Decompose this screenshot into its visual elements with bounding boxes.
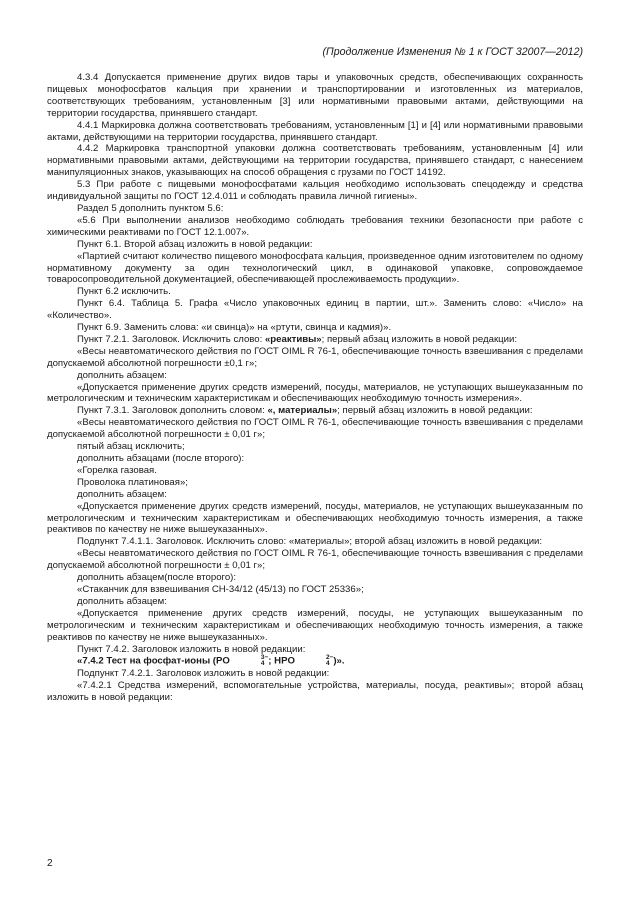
heading-7-4-2: «7.4.2 Тест на фосфат-ионы (PO 3− 4 ; HPO 2− 4 )». bbox=[77, 654, 345, 668]
instruction-6-2: Пункт 6.2 исключить. bbox=[77, 286, 171, 298]
paragraph-lot-definition: «Партией считают количество пищевого монофосфата кальция, произведенное одним изготовителем по одному нормативному документу за один технологический цикл, в одинаковой упаковке, сопровождаемое товаросопроводительной документацией, обеспечивающей прослеживаемость продукции». bbox=[47, 250, 583, 286]
page-number: 2 bbox=[47, 858, 53, 869]
instruction-6-4: Пункт 6.4. Таблица 5. Графа «Число упаковочных единиц в партии, шт.». Заменить слово: «Число» на «Количество». bbox=[47, 298, 583, 322]
instruction-7-4-1-1: Подпункт 7.4.1.1. Заголовок. Исключить слово: «материалы»; второй абзац изложить в новой редакции: bbox=[77, 536, 543, 548]
instruction-add-paragraph: дополнить абзацем: bbox=[77, 369, 167, 381]
paragraph-scales-0-01-b: «Весы неавтоматического действия по ГОСТ OIML R 76-1, обеспечивающие точность взвешивания с пределами допускаемой абсолютной погрешности ± 0,01 г»; bbox=[47, 548, 583, 572]
instruction-add-after-second: дополнить абзацем(после второго): bbox=[77, 572, 237, 584]
instruction-6-1: Пункт 6.1. Второй абзац изложить в новой редакции: bbox=[77, 238, 313, 250]
paragraph-4-4-2: 4.4.2 Маркировка транспортной упаковки должна соответствовать требованиям, установленным [4] или нормативными правовыми актами, действующими на территории государства, принявшего стандарт, с нанесением манипуляционных знаков, указывающих на способ обращения с грузами по ГОСТ 14192. bbox=[47, 143, 583, 179]
paragraph-platinum-wire: Проволока платиновая»; bbox=[77, 476, 188, 488]
paragraph-4-4-1: 4.4.1 Маркировка должна соответствовать требованиям, установленным [1] и [4] или нормативными правовыми актами, действующими на территории государства, принявшего стандарт. bbox=[47, 119, 583, 143]
running-header: (Продолжение Изменения № 1 к ГОСТ 32007—2012) bbox=[322, 46, 583, 58]
paragraph-allowed-instruments-2: «Допускается применение других средств измерений, посуды, материалов, не уступающих вышеуказанным по метрологическим и техническим характеристикам и обеспечивающих необходимую точность измерения, а также реактивов по качеству не ниже вышеуказанных». bbox=[47, 500, 583, 536]
document-body bbox=[47, 72, 583, 704]
paragraph-gas-burner: «Горелка газовая. bbox=[77, 464, 157, 476]
paragraph-scales-0-01-a: «Весы неавтоматического действия по ГОСТ OIML R 76-1, обеспечивающие точность взвешивания с пределами допускаемой абсолютной погрешности ± 0,01 г»; bbox=[47, 417, 583, 441]
instruction-7-3-1: Пункт 7.3.1. Заголовок дополнить словом: «, материалы»; первый абзац изложить в новой редакции: bbox=[77, 405, 533, 417]
paragraph-weighing-cup: «Стаканчик для взвешивания СН-34/12 (45/13) по ГОСТ 25336»; bbox=[77, 583, 364, 595]
paragraph-5-6: «5.6 При выполнении анализов необходимо соблюдать требования техники безопасности при работе с химическими реактивами по ГОСТ 12.1.007». bbox=[47, 214, 583, 238]
paragraph-7-4-2-1: «7.4.2.1 Средства измерений, вспомогательные устройства, материалы, посуда, реактивы»; второй абзац изложить в новой редакции: bbox=[47, 679, 583, 703]
paragraph-4-3-4: 4.3.4 Допускается применение других видов тары и упаковочных средств, обеспечивающих сохранность пищевых монофосфатов кальция при хранении и транспортировании и изготовленных из материалов, соответствующих требованиям, установленным [3] или нормативными правовыми актами, действующими на территории государства, принявшего стандарт. bbox=[47, 72, 583, 119]
paragraph-allowed-instruments-1: «Допускается применение других средств измерений, посуды, материалов, не уступающих вышеуказанным по метрологическим и техническим характеристикам и обеспечивающих необходимую точность измерения». bbox=[47, 381, 583, 405]
instruction-7-4-2-1: Подпункт 7.4.2.1. Заголовок изложить в новой редакции: bbox=[77, 667, 330, 679]
paragraph-5-3: 5.3 При работе с пищевыми монофосфатами кальция необходимо использовать спецодежду и средства индивидуальной защиты по ГОСТ 12.4.011 и соблюдать правила личной гигиены». bbox=[47, 179, 583, 203]
instruction-add-paragraph-3: дополнить абзацем: bbox=[77, 595, 167, 607]
paragraph-allowed-instruments-3: «Допускается применение других средств измерений, посуды, не уступающих вышеуказанным по метрологическим и техническим характеристикам и обеспечивающих необходимую точность измерения, а также реактивов по качеству не ниже вышеуказанных». bbox=[47, 607, 583, 643]
bold-word-materials: «, материалы» bbox=[267, 405, 338, 417]
paragraph-scales-0-1: «Весы неавтоматического действия по ГОСТ OIML R 76-1, обеспечивающие точность взвешивания с пределами допускаемой абсолютной погрешности ±0,1 г»; bbox=[47, 345, 583, 369]
po4-charge: 3− 4 bbox=[260, 654, 269, 668]
instruction-fifth-paragraph: пятый абзац исключить; bbox=[77, 441, 185, 453]
instruction-add-paragraphs: дополнить абзацами (после второго): bbox=[77, 453, 245, 464]
instruction-7-4-2: Пункт 7.4.2. Заголовок изложить в новой редакции: bbox=[77, 643, 306, 655]
instruction-section-5: Раздел 5 дополнить пунктом 5.6: bbox=[77, 202, 224, 214]
instruction-7-2-1: Пункт 7.2.1. Заголовок. Исключить слово: «реактивы»; первый абзац изложить в новой редакции: bbox=[77, 333, 518, 345]
instruction-6-9: Пункт 6.9. Заменить слова: «и свинца)» на «ртути, свинца и кадмия)». bbox=[77, 322, 392, 334]
instruction-add-paragraph-2: дополнить абзацем: bbox=[77, 488, 167, 500]
bold-word-reagents: «реактивы» bbox=[264, 333, 322, 345]
hpo4-charge: 2− 4 bbox=[325, 654, 334, 668]
